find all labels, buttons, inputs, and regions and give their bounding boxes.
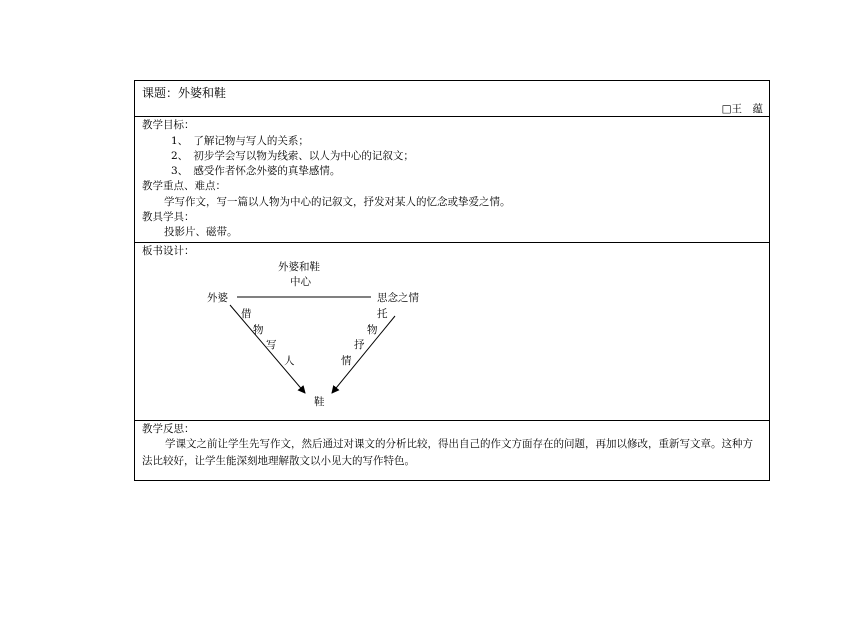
board-center-label: 中心: [290, 276, 311, 288]
right-path-char: 抒: [354, 339, 365, 351]
reflection-text: 学课文之前让学生先写作文，然后通过对课文的分析比较，得出自己的作文方面存在的问题，再加以修改，重新写文章。这种方法比较好，让学生能深刻地理解散文以小见大的写作特色。: [142, 438, 753, 467]
board-bottom-node: 鞋: [314, 396, 325, 408]
right-path-char: 托: [377, 308, 388, 320]
board-heading: 板书设计：: [142, 245, 195, 257]
goal-item-3: 3、 感受作者怀念外婆的真挚感情。: [171, 165, 341, 177]
right-path-char: 物: [367, 324, 378, 336]
left-path-char: 借: [241, 308, 252, 320]
title-row: [135, 81, 769, 116]
board-right-node: 思念之情: [377, 292, 419, 304]
right-path-char: 情: [341, 355, 352, 367]
board-left-node: 外婆: [207, 292, 228, 304]
board-design-row: [135, 242, 769, 420]
lesson-title: 课题：外婆和鞋: [142, 86, 227, 100]
left-path-char: 物: [253, 324, 264, 336]
teaching-tools-heading: 教具学具：: [142, 211, 195, 223]
teaching-tools-text: 投影片、磁带。: [164, 226, 238, 238]
lesson-plan-table: [134, 80, 770, 481]
left-path-char: 写: [266, 339, 277, 351]
goal-item-1: 1、 了解记物与写人的关系；: [171, 135, 309, 147]
key-points-text: 学写作文，写一篇以人物为中心的记叙文，抒发对某人的忆念或挚爱之情。: [164, 196, 511, 208]
left-path-char: 人: [284, 355, 295, 367]
reflection-heading: 教学反思：: [142, 423, 195, 435]
author-name: □王 蕴: [721, 103, 763, 115]
goal-item-2: 2、 初步学会写以物为线索、以人为中心的记叙文；: [171, 150, 414, 162]
key-points-heading: 教学重点、难点：: [142, 180, 226, 192]
board-top-title: 外婆和鞋: [278, 261, 320, 273]
goals-row: [135, 116, 769, 242]
board-diagram: [135, 243, 771, 421]
reflection-row: [135, 420, 769, 480]
goals-heading: 教学目标：: [142, 119, 195, 131]
